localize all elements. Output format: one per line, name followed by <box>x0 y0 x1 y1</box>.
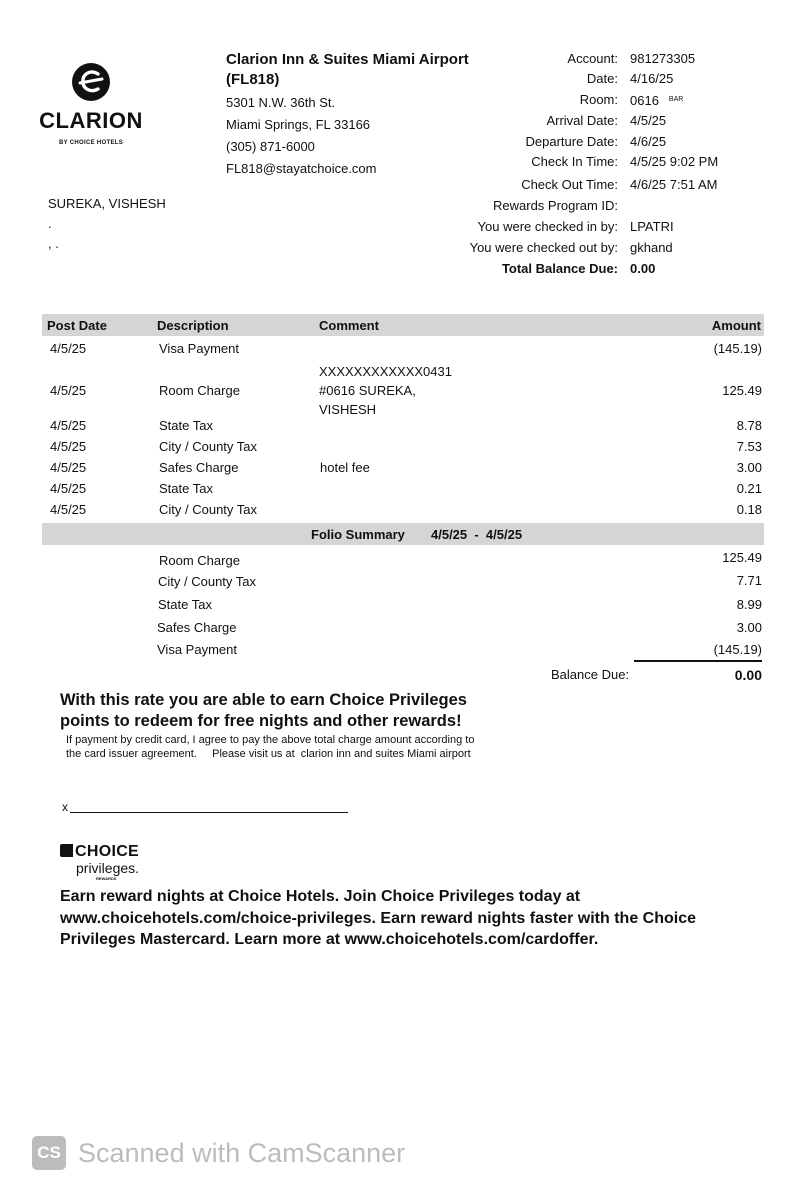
date-row <box>0 68 803 89</box>
choice-logo-word: CHOICE <box>60 843 139 861</box>
header-description: Description <box>157 318 229 333</box>
guest-city-line: , . <box>48 236 59 251</box>
checked-in-by-value: LPATRI <box>630 219 674 234</box>
departure-row <box>0 131 803 152</box>
choice-c-icon <box>60 844 73 857</box>
total-balance-row <box>0 258 803 279</box>
row-date: 4/5/25 <box>50 383 87 398</box>
row-description: Room Charge <box>159 383 240 398</box>
row-description: Safes Charge <box>159 460 239 475</box>
balance-due-label: Balance Due: <box>551 667 630 682</box>
camscanner-watermark <box>32 1136 406 1170</box>
choice-privileges-logo <box>60 843 139 881</box>
row-description: State Tax <box>159 418 213 433</box>
summary-amount: (145.19) <box>713 642 762 657</box>
hotel-name: Clarion Inn & Suites Miami Airport (FL818) <box>226 51 469 88</box>
arrival-row <box>0 110 803 131</box>
arrival-value: 4/5/25 <box>630 113 667 128</box>
date-label: Date: <box>586 71 618 86</box>
date-value: 4/16/25 <box>630 71 674 86</box>
balance-divider <box>634 660 762 662</box>
room-value <box>630 89 683 111</box>
signature-line <box>70 812 348 813</box>
row-description: City / County Tax <box>159 439 258 454</box>
account-value: 981273305 <box>630 51 696 66</box>
hotel-city: Miami Springs, FL 33166 <box>226 117 371 132</box>
account-label: Account: <box>567 51 618 66</box>
summary-description: City / County Tax <box>158 574 257 589</box>
row-amount: 125.49 <box>722 383 762 398</box>
row-amount: 0.21 <box>736 481 762 496</box>
rewards-id-label: Rewards Program ID: <box>493 198 618 213</box>
summary-amount: 8.99 <box>736 597 762 612</box>
row-amount: 0.18 <box>736 502 762 517</box>
departure-value: 4/6/25 <box>630 134 667 149</box>
row-amount: 8.78 <box>736 418 762 433</box>
checkout-label: Check Out Time: <box>521 177 618 192</box>
guest-name: SUREKA, VISHESH <box>48 196 166 211</box>
balance-due-value: 0.00 <box>734 667 762 683</box>
privileges-logo-word: privileges. <box>76 860 140 876</box>
header-post-date: Post Date <box>47 318 107 333</box>
rewards-logo-word: REWARDS <box>96 876 117 881</box>
arrival-label: Arrival Date: <box>546 113 618 128</box>
checkout-value: 4/6/25 7:51 AM <box>630 177 718 192</box>
row-date: 4/5/25 <box>50 460 87 475</box>
header-comment: Comment <box>319 318 379 333</box>
guest-info <box>48 194 166 254</box>
brand-sub: BY CHOICE HOTELS <box>58 140 124 146</box>
row-date: 4/5/25 <box>50 502 87 517</box>
row-comment: XXXXXXXXXXXX0431 #0616 SUREKA, VISHESH <box>319 364 452 417</box>
camscanner-text: Scanned with CamScanner <box>78 1138 406 1168</box>
row-description: Visa Payment <box>159 341 239 356</box>
checkin-label: Check In Time: <box>531 154 618 169</box>
folio-summary-label: Folio Summary <box>311 527 405 542</box>
row-date: 4/5/25 <box>50 418 87 433</box>
checkout-row <box>0 174 803 195</box>
checked-out-by-label: You were checked out by: <box>469 240 618 255</box>
row-description: State Tax <box>159 481 213 496</box>
room-rate-code: BAR <box>668 96 684 103</box>
signature-mark: x <box>62 800 68 814</box>
summary-amount: 7.71 <box>736 573 762 588</box>
total-balance-value: 0.00 <box>630 261 656 276</box>
guest-address-line: . <box>48 216 52 231</box>
summary-amount: 3.00 <box>736 620 762 635</box>
header-amount: Amount <box>711 318 761 333</box>
summary-description: State Tax <box>158 597 212 612</box>
checkin-value: 4/5/25 9:02 PM <box>630 154 719 169</box>
account-row <box>0 48 803 69</box>
room-number: 0616 <box>630 93 659 108</box>
payment-agreement-text: If payment by credit card, I agree to pay the above total charge amount according to the card issuer agreement. Please visit us at clarion inn and suites Miami airport <box>66 734 478 760</box>
hotel-email: FL818@stayatchoice.com <box>226 161 377 176</box>
folio-summary-range: 4/5/25 - 4/5/25 <box>431 527 523 542</box>
choice-privileges-text: Earn reward nights at Choice Hotels. Join Choice Privileges today at www.choicehotels.com/choice-privileges. Earn reward nights faster with the Choice Privileges Mastercard. Learn more at www.choicehotels.com/cardoffer. <box>60 888 697 948</box>
hotel-phone: (305) 871-6000 <box>226 139 315 154</box>
total-balance-label: Total Balance Due: <box>501 261 618 276</box>
room-row <box>0 89 803 110</box>
row-amount: 7.53 <box>736 439 762 454</box>
checked-out-by-value: gkhand <box>630 240 673 255</box>
camscanner-icon: CS <box>32 1136 66 1170</box>
summary-amount: 125.49 <box>722 550 762 565</box>
row-date: 4/5/25 <box>50 481 87 496</box>
brand-name: CLARION <box>39 108 143 133</box>
row-comment: hotel fee <box>320 460 370 475</box>
row-description: City / County Tax <box>159 502 258 517</box>
room-label: Room: <box>579 92 618 107</box>
summary-description: Visa Payment <box>157 642 237 657</box>
promo-headline: With this rate you are able to earn Choice Privileges points to redeem for free nights and other rewards! <box>60 691 467 730</box>
summary-description: Safes Charge <box>157 620 237 635</box>
checked-in-by-label: You were checked in by: <box>477 219 618 234</box>
hotel-street: 5301 N.W. 36th St. <box>226 95 336 110</box>
row-date: 4/5/25 <box>50 439 87 454</box>
checkin-row <box>0 151 803 172</box>
folio-summary-header <box>42 523 764 545</box>
summary-description: Room Charge <box>159 553 240 568</box>
row-amount: (145.19) <box>713 341 762 356</box>
departure-label: Departure Date: <box>525 134 618 149</box>
row-amount: 3.00 <box>736 460 762 475</box>
table-header <box>42 314 764 336</box>
row-date: 4/5/25 <box>50 341 87 356</box>
